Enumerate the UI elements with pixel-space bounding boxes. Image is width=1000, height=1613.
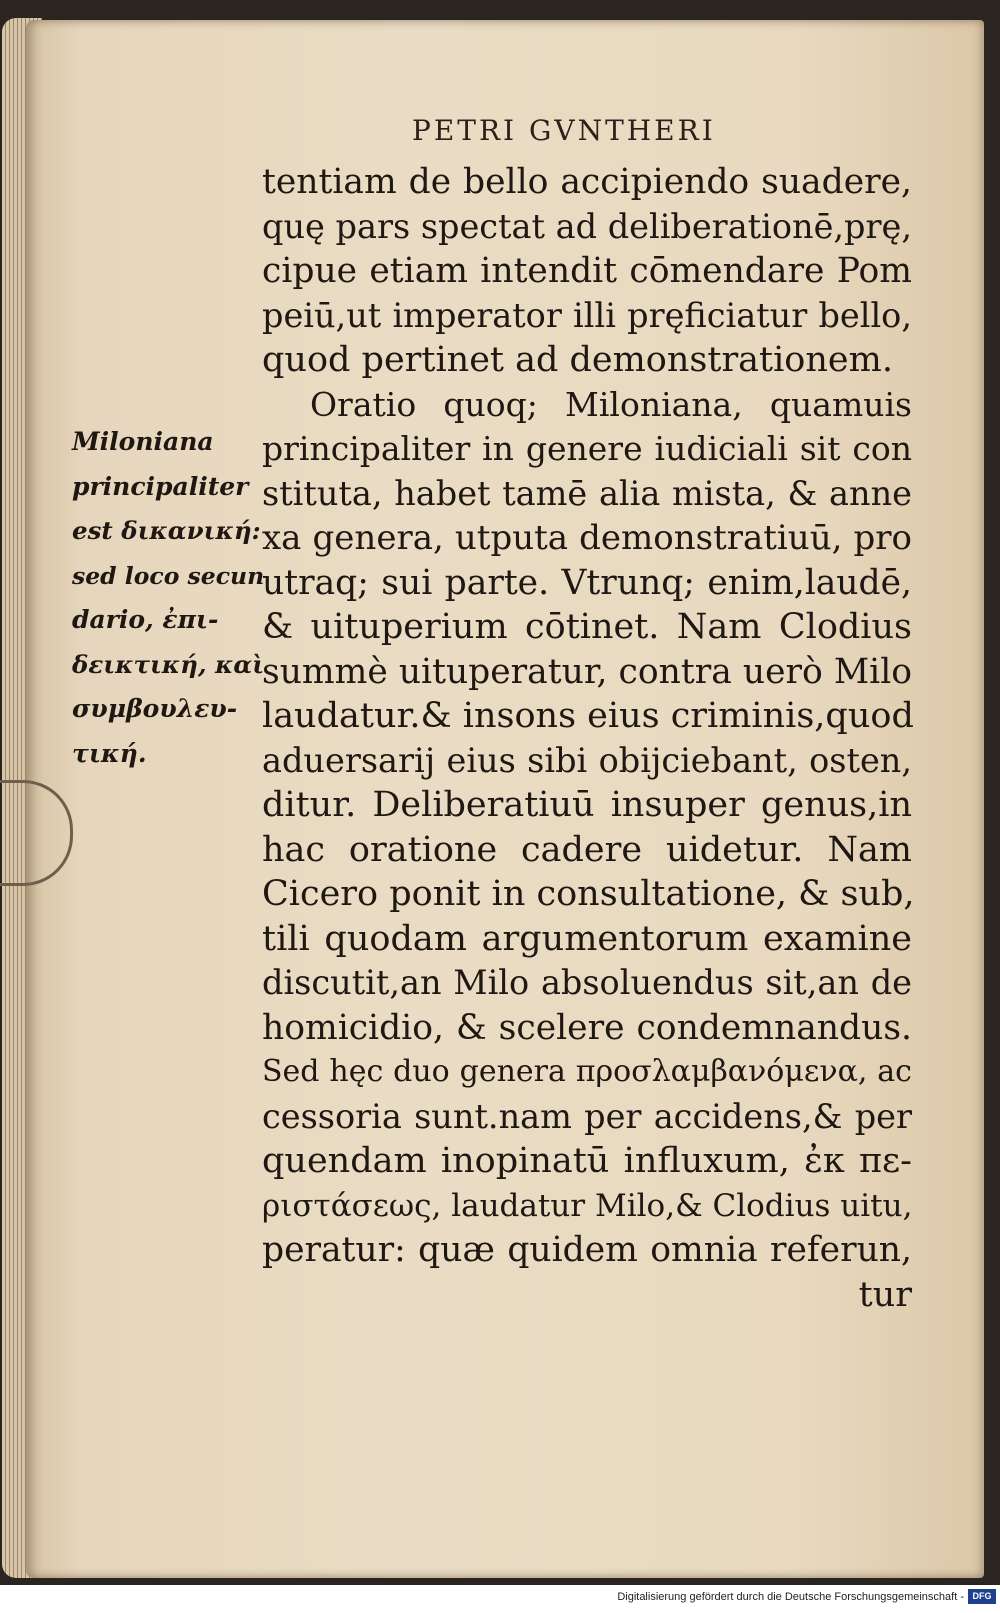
margin-line: Miloniana: [72, 427, 214, 456]
margin-line: principaliter: [72, 471, 249, 501]
text-line: Cicero ponit in consultatione, & sub,: [262, 874, 915, 914]
text-line: quendam inopinatū influxum, ἐκ πε-: [262, 1141, 912, 1181]
margin-line: συμβουλευ-: [72, 694, 238, 723]
text-line: cessoria sunt.nam per accidens,& per: [262, 1096, 912, 1136]
text-line: discutit,an Milo absoluendus sit,an de: [262, 963, 912, 1002]
text-line: utraq; sui parte. Vtrunq; enim,laudē,: [262, 562, 912, 603]
text-line: stituta, habet tamē alia mista, & anne: [262, 473, 912, 513]
margin-line: τική.: [72, 738, 147, 768]
margin-line: est δικανική:: [72, 516, 261, 545]
text-line: peratur: quæ quidem omnia referun,: [262, 1230, 912, 1270]
text-line: & uituperium cōtinet. Nam Clodius: [262, 607, 912, 647]
text-line: hac oratione cadere uidetur. Nam: [262, 829, 912, 870]
text-line: Oratio quoq; Miloniana, quamuis: [310, 384, 912, 424]
text-line: principaliter in genere iudiciali sit con: [262, 429, 912, 468]
text-line: aduersarij eius sibi obijciebant, osten,: [262, 740, 912, 780]
text-line: peiū,ut imperator illi pręficiatur bello,: [262, 295, 912, 335]
dfg-logo: DFG: [968, 1589, 996, 1604]
text-line: summè uituperatur, contra uerò Milo: [262, 651, 912, 692]
margin-note: [72, 420, 265, 776]
text-line: ριστάσεως, laudatur Milo,& Clodius uitu,: [262, 1187, 913, 1224]
margin-line: δεικτική, καὶ: [72, 649, 265, 679]
text-line: cipue etiam intendit cōmendare Pom: [262, 251, 912, 291]
text-line: tentiam de bello accipiendo suadere,: [262, 162, 912, 202]
margin-line: sed loco secun: [72, 561, 265, 590]
text-line: quod pertinet ad demonstrationem.: [262, 340, 893, 380]
margin-line: dario, ἐπι-: [72, 605, 219, 634]
main-text-block: [262, 160, 915, 1317]
text-line: ditur. Deliberatiuū insuper genus,in: [262, 785, 912, 825]
text-line: tili quodam argumentorum examine: [262, 918, 912, 959]
text-line: homicidio, & scelere condemnandus.: [262, 1007, 912, 1048]
text-line: quę pars spectat ad deliberationē,prę,: [262, 206, 912, 246]
footer-credit: Digitalisierung gefördert durch die Deutsche Forschungsgemeinschaft -: [617, 1591, 964, 1603]
text-line: laudatur.& insons eius criminis,quod: [262, 696, 914, 736]
running-header: PETRI GVNTHERI: [412, 114, 716, 147]
text-line: Sed hęc duo genera προσλαμβανόμενα, ac: [262, 1054, 912, 1089]
text-line: xa genera, utputa demonstratiuū, pro: [262, 518, 912, 558]
footer-bar: [0, 1585, 1000, 1613]
catchword: tur: [858, 1274, 912, 1315]
